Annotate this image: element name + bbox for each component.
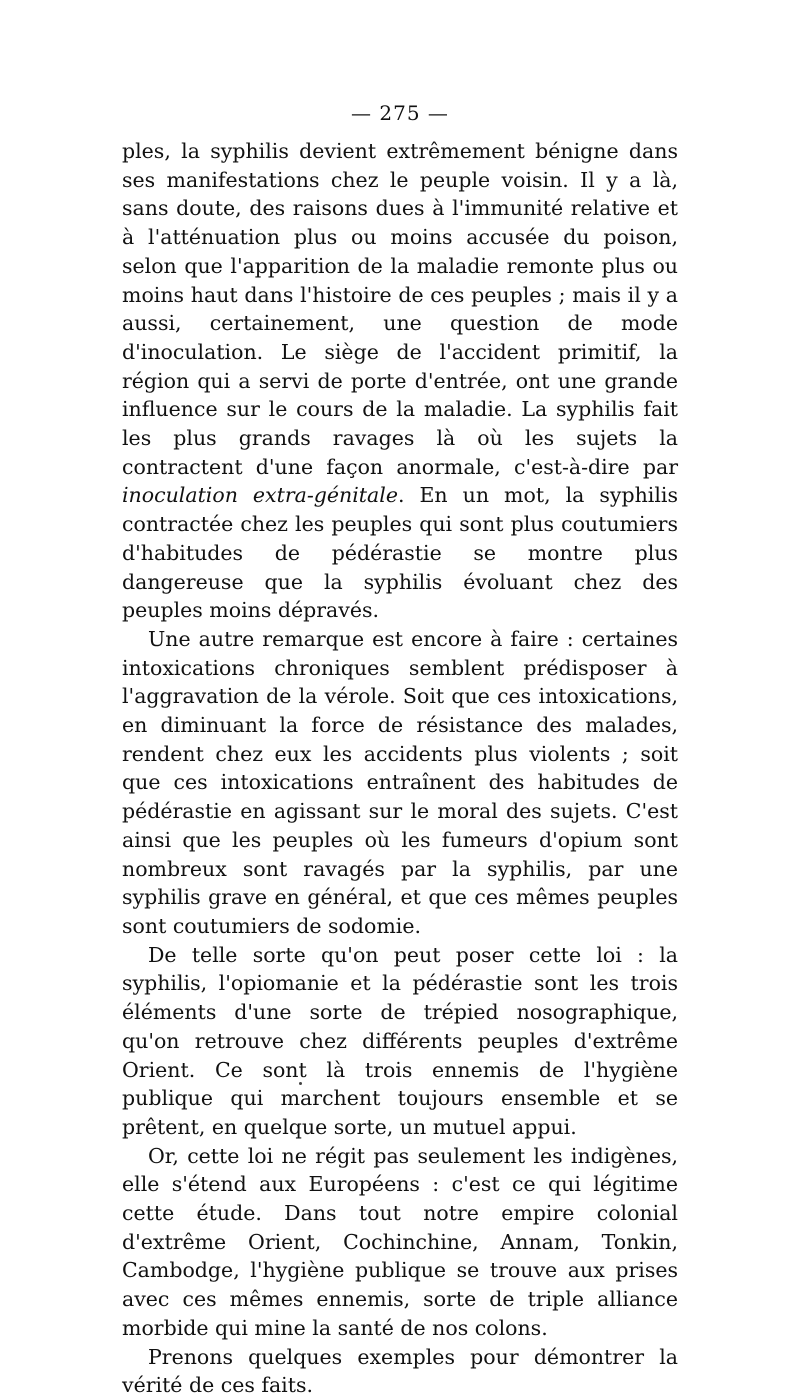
page-number: — 275 —: [351, 101, 449, 125]
paragraph-text: De telle sorte qu'on peut poser cette loi : la syphilis, l'opiomanie et la pédérastie sont les trois éléments d'une sorte de trépied nosographique, qu'on retrouve chez différents peuples d'extrême Orient. Ce sont là trois ennemis de l'hygiène publique qui marchent toujours ensemble et se prêtent, en quelque sorte, un mutuel appui.: [122, 942, 678, 1139]
paragraph-text: . En un mot, la syphilis contractée chez les peuples qui sont plus coutumiers d'habitudes de pédérastie se montre plus dangereuse que la syphilis évoluant chez des peuples moins dépravés.: [122, 483, 678, 623]
text-body: [122, 137, 678, 1400]
paragraph-text: Prenons quelques exemples pour démontrer la vérité de ces faits.: [122, 1344, 678, 1398]
paragraph: [122, 1142, 678, 1343]
italic-phrase: inoculation extra-génitale: [122, 483, 398, 508]
paragraph: [122, 941, 678, 1142]
paragraph: [122, 625, 678, 941]
paragraph-text: ples, la syphilis devient extrêmement bénigne dans ses manifestations chez le peuple voisin. Il y a là, sans doute, des raisons dues à l'immunité relative et à l'atténuation plus ou moins accusée du poison, selon que l'apparition de la maladie remonte plus ou moins haut dans l'histoire de ces peuples ; mais il y a aussi, certainement, une question de mode d'inoculation. Le siège de l'accident primitif, la région qui a servi de porte d'entrée, ont une grande influence sur le cours de la maladie. La syphilis fait les plus grands ravages là où les sujets la contractent d'une façon anormale, c'est-à-dire par: [122, 139, 678, 479]
paragraph-text: Une autre remarque est encore à faire : certaines intoxications chroniques semblent prédisposer à l'aggravation de la vérole. Soit que ces intoxications, en diminuant la force de résistance des malades, rendent chez eux les accidents plus violents ; soit que ces intoxications entraînent des habitudes de pédérastie en agissant sur le moral des sujets. C'est ainsi que les peuples où les fumeurs d'opium sont nombreux sont ravagés par la syphilis, par une syphilis grave en général, et que ces mêmes peuples sont coutumiers de sodomie.: [122, 626, 678, 938]
paragraph-text: Or, cette loi ne régit pas seulement les indigènes, elle s'étend aux Européens : c'est ce qui légitime cette étude. Dans tout notre empire colonial d'extrême Orient, Cochinchine, Annam, Tonkin, Cambodge, l'hygiène publique se trouve aux prises avec ces mêmes ennemis, sorte de triple alliance morbide qui mine la santé de nos colons.: [122, 1143, 678, 1340]
ink-speck: [299, 1082, 302, 1085]
paragraph-closing: [122, 1343, 678, 1400]
paragraph-continued: [122, 137, 678, 625]
